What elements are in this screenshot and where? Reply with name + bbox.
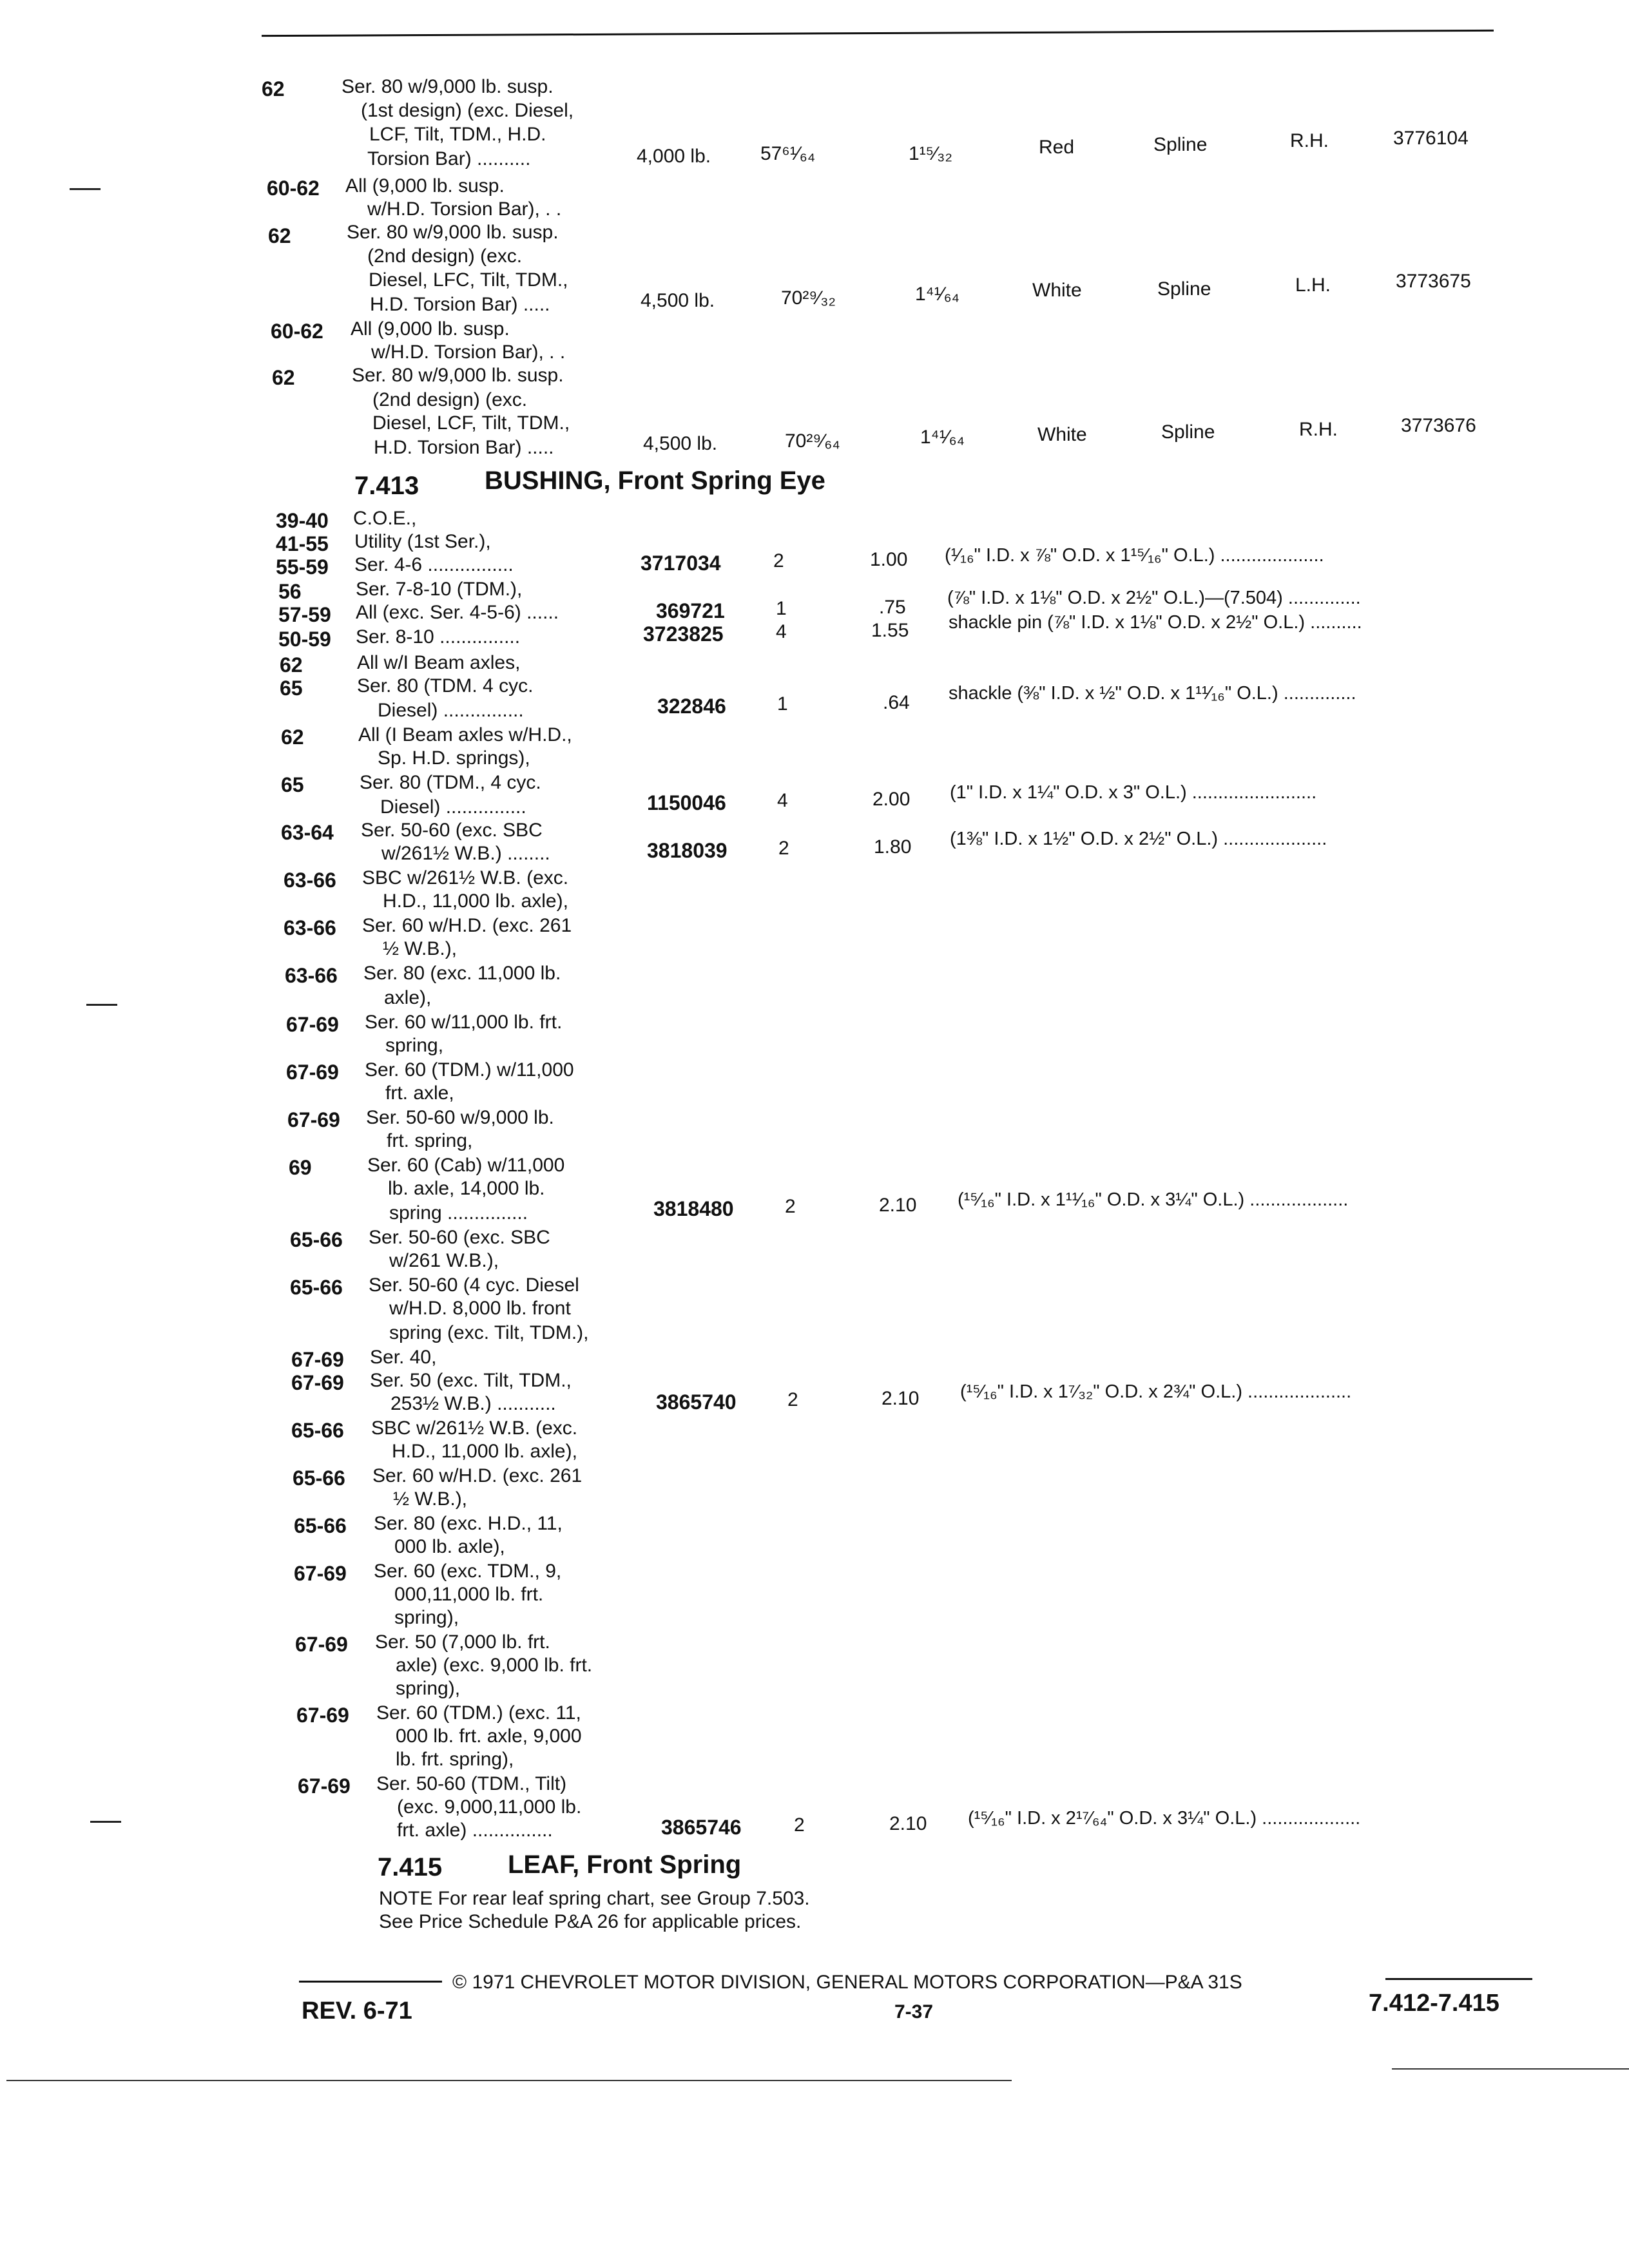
application-line: Ser. 80 w/9,000 lb. susp. — [352, 365, 564, 386]
year-range: 65 — [281, 773, 304, 796]
bushing-size: (¹⁵⁄₁₆" I.D. x 1⁷⁄₃₂" O.D. x 2¾" O.L.) .................... — [960, 1381, 1352, 1402]
section-title: LEAF, Front Spring — [508, 1850, 742, 1879]
application-line: Ser. 60 w/H.D. (exc. 261 — [372, 1465, 583, 1486]
section-range: 7.412-7.415 — [1369, 1990, 1499, 2017]
application-line: w/H.D. Torsion Bar), . . — [367, 198, 562, 220]
year-range: 67-69 — [298, 1774, 351, 1798]
year-range: 55-59 — [276, 555, 329, 579]
application-line: Ser. 50-60 w/9,000 lb. — [366, 1107, 554, 1128]
year-range: 65-66 — [290, 1228, 343, 1251]
part-number: 3717034 — [641, 552, 721, 575]
year-range: 62 — [268, 224, 291, 247]
weight: 1.80 — [874, 836, 912, 858]
footer-rule-left — [299, 1981, 442, 1983]
application-line: (2nd design) (exc. — [367, 245, 523, 267]
application-line: All (9,000 lb. susp. — [345, 175, 505, 197]
year-range: 65-66 — [291, 1419, 344, 1442]
application-line: Diesel) ............... — [378, 700, 524, 721]
quantity: 1 — [777, 693, 788, 715]
part-number: 3723825 — [643, 622, 724, 646]
year-range: 67-69 — [286, 1013, 339, 1036]
bottom-rule — [6, 2080, 1012, 2081]
load-capacity: 4,500 lb. — [641, 290, 715, 311]
application-line: axle) (exc. 9,000 lb. frt. — [396, 1655, 593, 1676]
part-number: 1150046 — [647, 791, 726, 814]
application-line: Ser. 80 (TDM. 4 cyc. — [357, 675, 534, 697]
part-number: 3776104 — [1393, 128, 1469, 149]
year-range: 57-59 — [278, 603, 331, 626]
side: R.H. — [1290, 130, 1329, 151]
section-number: 7.415 — [378, 1853, 443, 1881]
weight: .75 — [879, 597, 906, 618]
year-range: 39-40 — [276, 509, 329, 532]
quantity: 4 — [776, 621, 787, 642]
bushing-size: (¹⁵⁄₁₆" I.D. x 1¹¹⁄₁₆" O.D. x 3¼" O.L.) ................... — [958, 1189, 1349, 1210]
year-range: 67-69 — [291, 1348, 344, 1371]
year-range: 63-64 — [281, 821, 334, 844]
application-line: ½ W.B.), — [393, 1488, 468, 1510]
year-range: 67-69 — [286, 1061, 339, 1084]
year-range: 63-66 — [284, 869, 336, 892]
end-type: Spline — [1161, 421, 1215, 443]
application-line: spring (exc. Tilt, TDM.), — [389, 1322, 589, 1343]
year-range: 62 — [281, 726, 304, 749]
bar-diameter: 1⁴¹⁄₆₄ — [915, 284, 959, 305]
application-line: Ser. 50-60 (exc. SBC — [369, 1227, 550, 1248]
page-number: 7-37 — [894, 2001, 934, 2023]
application-line: All (9,000 lb. susp. — [351, 318, 510, 340]
part-number: 3865740 — [656, 1390, 737, 1414]
application-line: Ser. 60 w/H.D. (exc. 261 — [362, 915, 572, 936]
application-line: H.D. Torsion Bar) ..... — [374, 437, 554, 458]
year-range: 62 — [262, 77, 285, 101]
year-range: 65-66 — [293, 1466, 345, 1490]
part-number: 3818480 — [653, 1197, 734, 1220]
weight: 2.10 — [889, 1813, 927, 1834]
bushing-size: (¹⁄₁₆" I.D. x ⅞" O.D. x 1¹⁵⁄₁₆" O.L.) .................... — [945, 545, 1324, 566]
application-line: ½ W.B.), — [383, 938, 458, 959]
application-line: Ser. 60 (Cab) w/11,000 — [367, 1155, 565, 1176]
year-range: 67-69 — [296, 1704, 349, 1727]
application-line: frt. spring, — [387, 1130, 473, 1151]
application-line: Ser. 80 w/9,000 lb. susp. — [347, 222, 559, 243]
application-line: Ser. 50 (exc. Tilt, TDM., — [370, 1370, 572, 1391]
year-range: 60-62 — [271, 320, 323, 343]
application-line: Torsion Bar) .......... — [367, 148, 531, 169]
year-range: 67-69 — [291, 1371, 344, 1394]
application-line: (1st design) (exc. Diesel, — [361, 100, 574, 121]
application-line: Ser. 80 (exc. 11,000 lb. — [363, 963, 561, 984]
load-capacity: 4,000 lb. — [637, 146, 711, 167]
application-line: Ser. 50-60 (TDM., Tilt) — [376, 1773, 567, 1794]
application-line: All w/I Beam axles, — [357, 652, 521, 673]
application-line: Ser. 80 w/9,000 lb. susp. — [342, 76, 554, 97]
year-range: 62 — [272, 366, 295, 389]
application-line: 000 lb. frt. axle, 9,000 — [396, 1725, 582, 1747]
part-number: 3818039 — [647, 839, 728, 862]
bottom-rule — [1392, 2068, 1629, 2070]
part-number: 3865746 — [661, 1816, 742, 1839]
side: R.H. — [1299, 419, 1338, 440]
year-range: 69 — [289, 1156, 312, 1179]
application-line: Utility (1st Ser.), — [354, 531, 491, 552]
quantity: 2 — [778, 838, 789, 859]
application-line: H.D., 11,000 lb. axle), — [392, 1441, 577, 1462]
application-line: Ser. 60 (exc. TDM., 9, — [374, 1561, 562, 1582]
section-title: BUSHING, Front Spring Eye — [485, 466, 825, 495]
application-line: 253½ W.B.) ........... — [390, 1393, 556, 1414]
application-line: Ser. 40, — [370, 1347, 437, 1368]
end-type: Spline — [1157, 278, 1211, 300]
bushing-size: (1" I.D. x 1¼" O.D. x 3" O.L.) ........................ — [950, 782, 1317, 803]
year-range: 41-55 — [276, 532, 329, 555]
application-line: SBC w/261½ W.B. (exc. — [362, 867, 569, 889]
year-range: 67-69 — [294, 1562, 347, 1585]
application-line: Diesel, LCF, Tilt, TDM., — [372, 412, 570, 434]
margin-mark — [90, 1821, 121, 1823]
section-note: See Price Schedule P&A 26 for applicable prices. — [379, 1911, 802, 1932]
color-code: Red — [1039, 137, 1075, 158]
copyright-line: © 1971 CHEVROLET MOTOR DIVISION, GENERAL MOTORS CORPORATION—P&A 31S — [452, 1972, 1242, 1993]
bushing-size: shackle pin (⅞" I.D. x 1⅛" O.D. x 2½" O.L.) .......... — [949, 612, 1362, 633]
year-range: 65-66 — [290, 1276, 343, 1299]
bar-diameter: 1¹⁵⁄₃₂ — [909, 143, 952, 164]
application-line: w/H.D. 8,000 lb. front — [389, 1298, 571, 1319]
application-line: Ser. 50-60 (exc. SBC — [361, 820, 543, 841]
side: L.H. — [1295, 274, 1331, 296]
year-range: 60-62 — [267, 177, 320, 200]
part-number: 369721 — [656, 599, 725, 622]
application-line: Ser. 4-6 ................ — [354, 554, 514, 575]
bar-length: 57⁶¹⁄₆₄ — [760, 143, 816, 164]
year-range: 62 — [280, 653, 303, 677]
bar-length: 70²⁹⁄₃₂ — [781, 287, 836, 309]
application-line: All (I Beam axles w/H.D., — [358, 724, 572, 745]
application-line: spring), — [394, 1607, 459, 1628]
application-line: frt. axle) ............... — [397, 1820, 553, 1841]
section-note: NOTE For rear leaf spring chart, see Group 7.503. — [379, 1888, 810, 1909]
application-line: H.D., 11,000 lb. axle), — [383, 890, 568, 912]
application-line: w/261 W.B.), — [389, 1250, 499, 1271]
application-line: Sp. H.D. springs), — [378, 747, 530, 769]
year-range: 67-69 — [295, 1633, 348, 1656]
year-range: 65 — [280, 677, 303, 700]
application-line: SBC w/261½ W.B. (exc. — [371, 1418, 578, 1439]
application-line: lb. frt. spring), — [396, 1749, 514, 1770]
year-range: 63-66 — [285, 964, 338, 987]
application-line: w/261½ W.B.) ........ — [381, 843, 550, 864]
weight: 2.10 — [879, 1195, 917, 1216]
application-line: Ser. 8-10 ............... — [356, 626, 521, 648]
application-line: 000 lb. axle), — [394, 1536, 505, 1557]
bar-length: 70²⁹⁄₆₄ — [785, 430, 840, 452]
application-line: (exc. 9,000,11,000 lb. — [397, 1796, 582, 1818]
bushing-size: (1⅜" I.D. x 1½" O.D. x 2½" O.L.) .................... — [950, 829, 1327, 849]
color-code: White — [1032, 280, 1082, 301]
application-line: spring), — [396, 1678, 461, 1699]
application-line: Diesel, LFC, Tilt, TDM., — [369, 269, 568, 291]
application-line: lb. axle, 14,000 lb. — [388, 1178, 545, 1199]
year-range: 50-59 — [278, 628, 331, 651]
application-line: Ser. 60 (TDM.) w/11,000 — [365, 1059, 574, 1081]
year-range: 67-69 — [287, 1108, 340, 1131]
top-rule — [262, 30, 1494, 37]
application-line: All (exc. Ser. 4-5-6) ...... — [356, 602, 559, 623]
application-line: LCF, Tilt, TDM., H.D. — [369, 124, 546, 145]
section-number: 7.413 — [354, 472, 419, 500]
application-line: Diesel) ............... — [380, 796, 526, 818]
end-type: Spline — [1153, 134, 1208, 155]
quantity: 2 — [785, 1196, 796, 1217]
quantity: 2 — [787, 1389, 798, 1410]
application-line: 000,11,000 lb. frt. — [394, 1584, 544, 1605]
application-line: (2nd design) (exc. — [372, 389, 528, 410]
quantity: 2 — [794, 1814, 805, 1836]
year-range: 63-66 — [284, 916, 336, 939]
bushing-size: shackle (⅜" I.D. x ½" O.D. x 1¹¹⁄₁₆" O.L.) .............. — [949, 683, 1356, 704]
bushing-size: (⅞" I.D. x 1⅛" O.D. x 2½" O.L.)—(7.504) .............. — [947, 588, 1361, 608]
weight: 1.55 — [871, 620, 909, 641]
application-line: Ser. 50 (7,000 lb. frt. — [375, 1631, 550, 1653]
quantity: 4 — [777, 790, 788, 811]
application-line: Ser. 50-60 (4 cyc. Diesel — [369, 1274, 579, 1296]
application-line: H.D. Torsion Bar) ..... — [370, 294, 550, 315]
bushing-size: (¹⁵⁄₁₆" I.D. x 2¹⁷⁄₆₄" O.D. x 3¼" O.L.) ................... — [968, 1808, 1361, 1829]
application-line: Ser. 80 (exc. H.D., 11, — [374, 1513, 563, 1534]
application-line: Ser. 80 (TDM., 4 cyc. — [360, 772, 541, 793]
application-line: axle), — [384, 987, 432, 1008]
revision-label: REV. 6-71 — [302, 1997, 412, 2024]
part-number: 3773676 — [1401, 415, 1476, 436]
part-number: 322846 — [657, 695, 726, 718]
application-line: w/H.D. Torsion Bar), . . — [371, 341, 566, 363]
bar-diameter: 1⁴¹⁄₆₄ — [920, 427, 965, 448]
load-capacity: 4,500 lb. — [643, 433, 718, 454]
year-range: 56 — [278, 580, 302, 603]
quantity: 1 — [776, 598, 787, 619]
application-line: Ser. 60 w/11,000 lb. frt. — [365, 1012, 563, 1033]
quantity: 2 — [773, 550, 784, 572]
weight: 2.10 — [882, 1388, 920, 1409]
margin-mark — [70, 188, 101, 190]
application-line: Ser. 60 (TDM.) (exc. 11, — [376, 1702, 581, 1724]
year-range: 65-66 — [294, 1514, 347, 1537]
color-code: White — [1037, 424, 1087, 445]
weight: 1.00 — [870, 549, 908, 570]
footer-rule-right — [1385, 1978, 1532, 1980]
application-line: C.O.E., — [353, 508, 417, 529]
weight: 2.00 — [872, 789, 911, 810]
application-line: spring ............... — [389, 1202, 528, 1224]
application-line: Ser. 7-8-10 (TDM.), — [356, 579, 523, 600]
weight: .64 — [883, 692, 910, 713]
application-line: frt. axle, — [385, 1082, 454, 1104]
part-number: 3773675 — [1396, 271, 1471, 292]
application-line: spring, — [385, 1035, 444, 1056]
margin-mark — [86, 1004, 117, 1006]
